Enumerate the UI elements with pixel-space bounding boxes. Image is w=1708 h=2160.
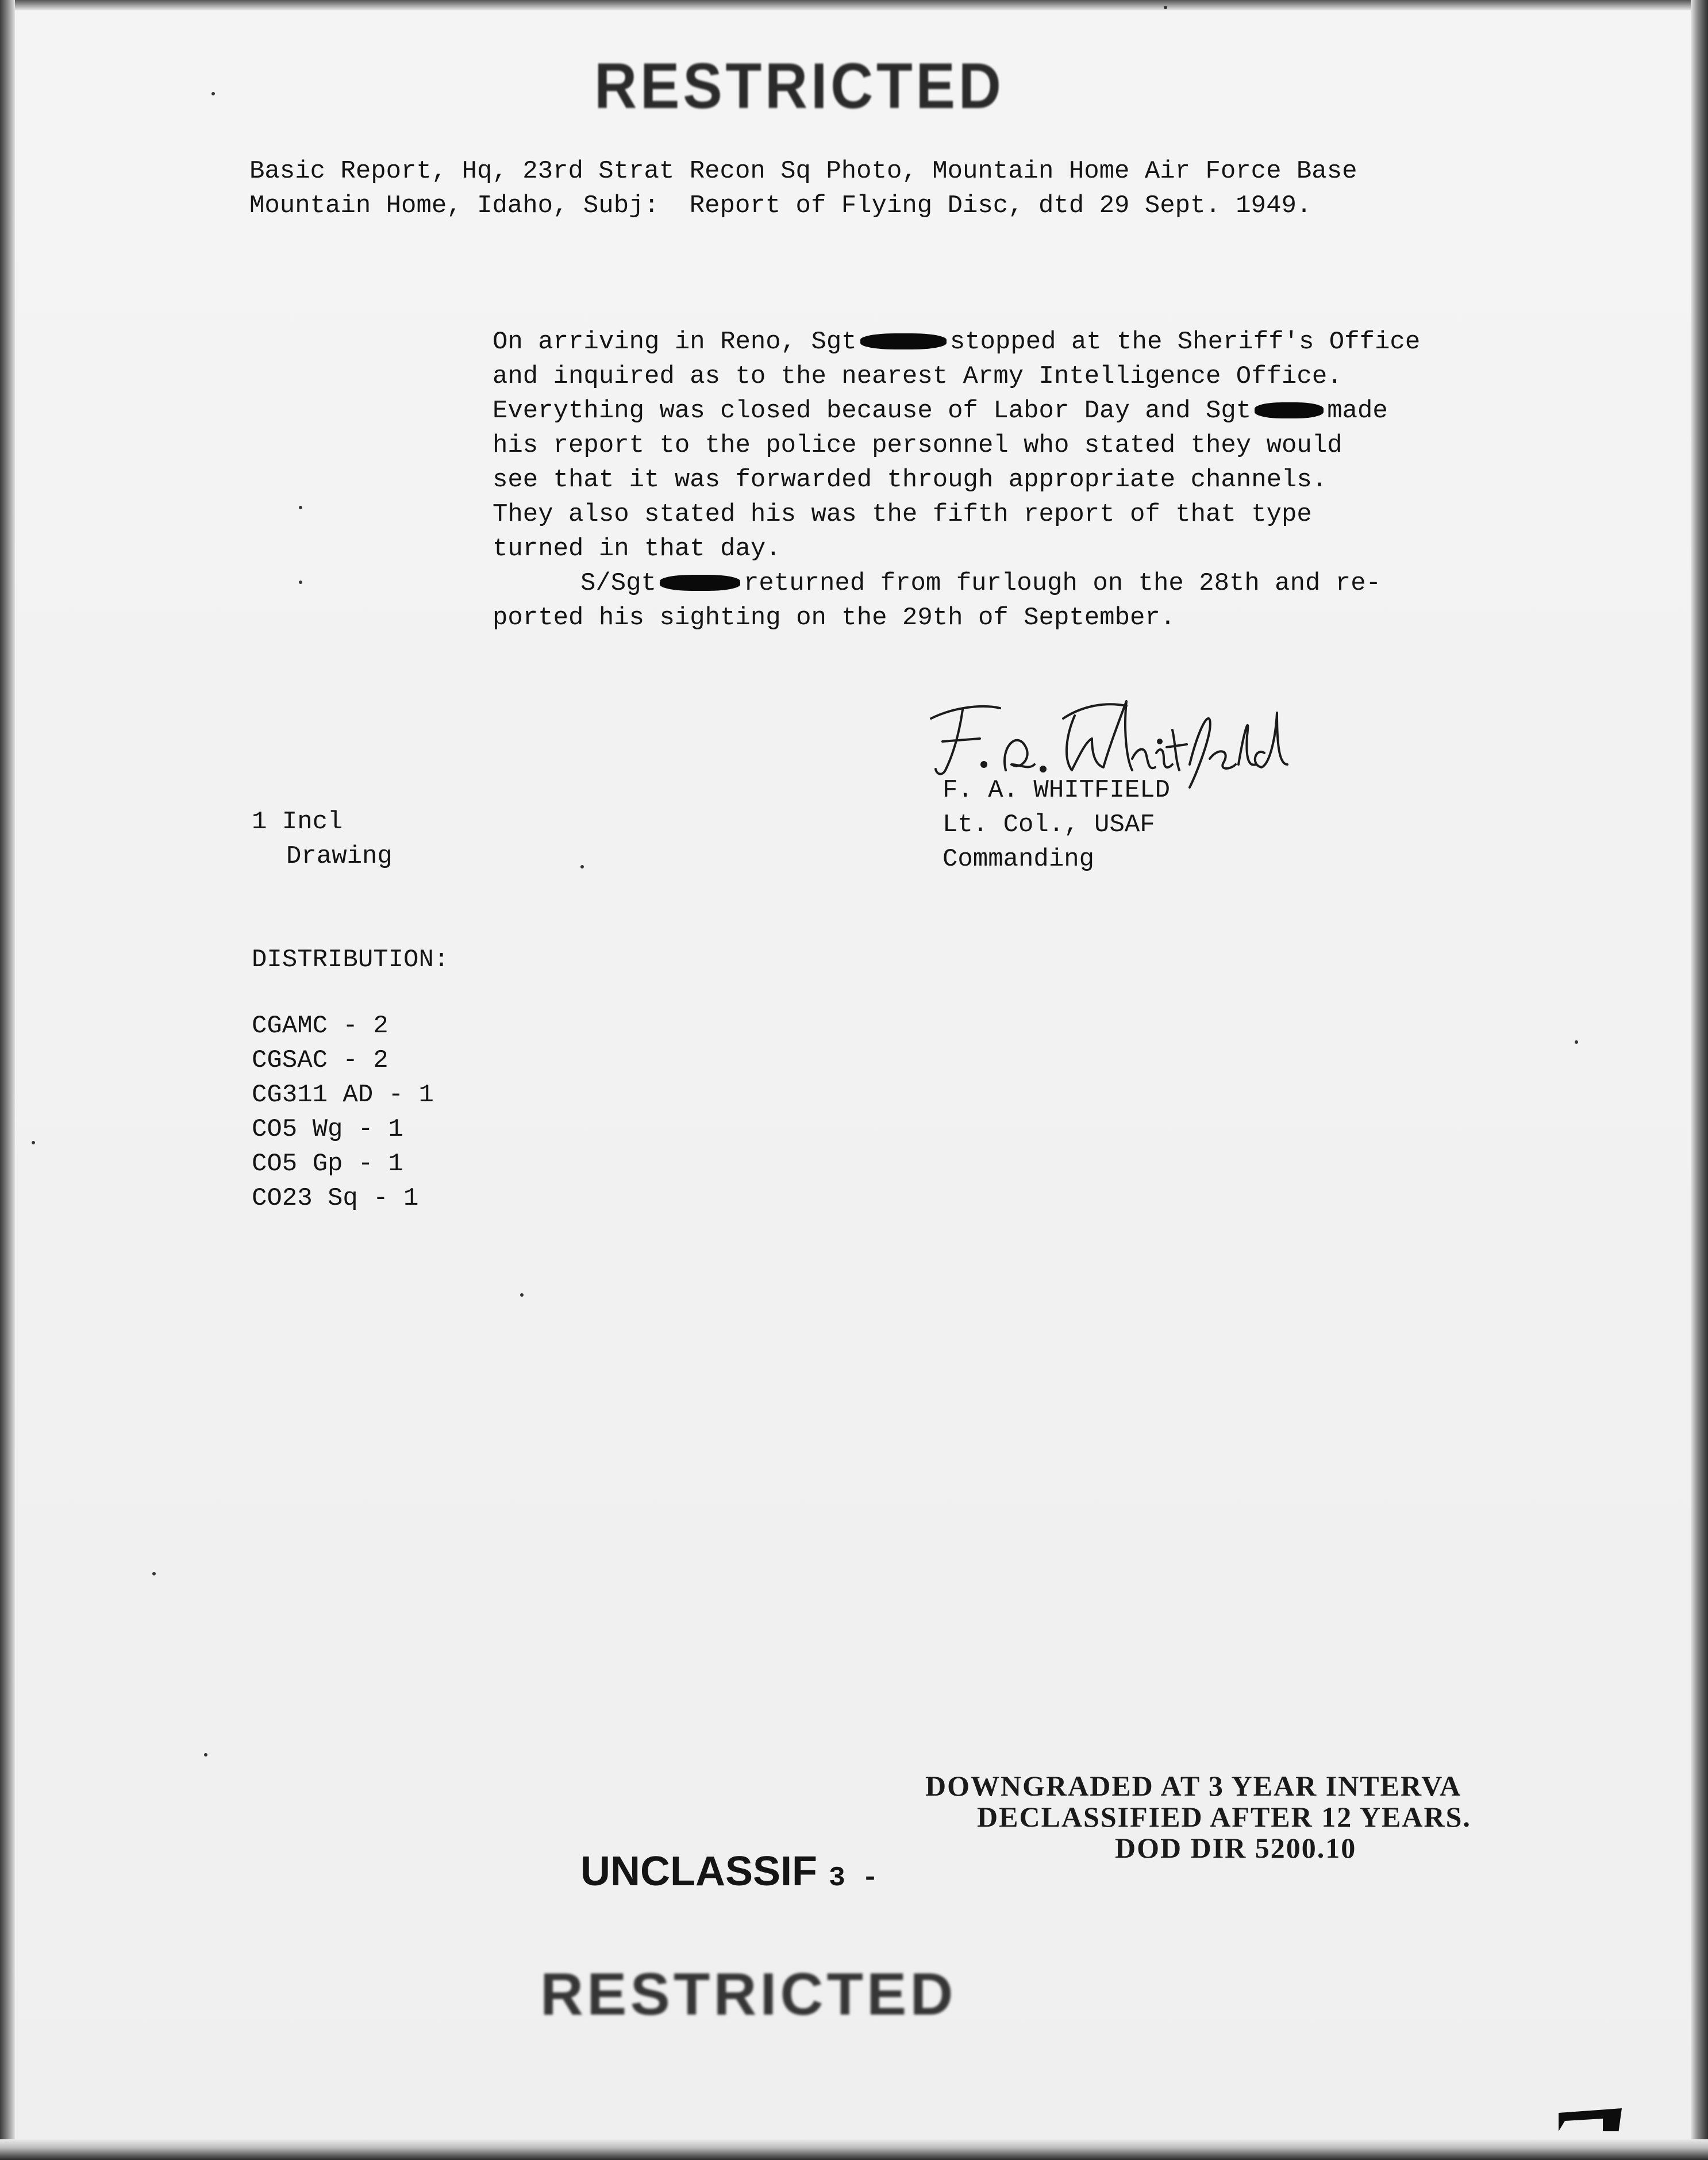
body-line-2: and inquired as to the nearest Army Intelligence Office.: [493, 362, 1342, 391]
downgrade-stamp: [925, 1770, 1517, 1863]
downgrade-line-1: DOWNGRADED AT 3 YEAR INTERVA: [925, 1770, 1462, 1802]
scan-border-top: [0, 0, 1708, 10]
inclosure-count: 1 Incl: [252, 808, 343, 836]
header-line-2: Mountain Home, Idaho, Subj: Report of Flying Disc, dtd 29 Sept. 1949.: [249, 191, 1312, 220]
distribution-item: CO23 Sq - 1: [252, 1184, 419, 1213]
body-line-9: ported his sighting on the 29th of September.: [493, 604, 1176, 632]
body-line-1: [493, 325, 1420, 359]
restricted-stamp-bottom: RESTRICTED: [540, 1961, 957, 2028]
redaction-mark: [660, 575, 740, 591]
downgrade-line-2: DECLASSIFIED AFTER 12 YEARS.: [977, 1801, 1471, 1833]
scan-speck: [1164, 6, 1167, 9]
scan-speck: [32, 1141, 35, 1144]
body-line-7: turned in that day.: [493, 535, 781, 563]
redaction-mark: [860, 333, 947, 349]
body-line-6: They also stated his was the fifth report of that type: [493, 500, 1312, 529]
body-line-3-start: Everything was closed because of Labor Day and Sgt: [493, 397, 1252, 425]
scan-corner-mark: [1559, 2108, 1622, 2131]
downgrade-line-3: DOD DIR 5200.10: [1115, 1832, 1357, 1864]
signatory-rank: Lt. Col., USAF: [943, 810, 1155, 839]
body-line-5: see that it was forwarded through appropriate channels.: [493, 466, 1328, 494]
body-line-8-start: S/Sgt: [580, 569, 657, 598]
body-line-4: his report to the police personnel who stated they would: [493, 431, 1342, 460]
scan-border-left: [0, 0, 15, 2160]
distribution-item: CG311 AD - 1: [252, 1081, 434, 1109]
distribution-label: DISTRIBUTION:: [252, 946, 449, 974]
unclassified-label: UNCLASSIF: [580, 1848, 817, 1894]
distribution-item: CGSAC - 2: [252, 1046, 388, 1075]
signatory-title: Commanding: [943, 845, 1095, 874]
body-line-8-end: returned from furlough on the 28th and re-: [744, 569, 1382, 598]
restricted-stamp-top: RESTRICTED: [594, 50, 1005, 122]
signatory-name: F. A. WHITFIELD: [943, 776, 1171, 805]
scan-speck: [211, 92, 215, 95]
scan-speck: [299, 506, 302, 509]
unclassified-stamp: [580, 1848, 878, 1895]
body-line-3-end: made: [1327, 397, 1388, 425]
redaction-mark: [1255, 402, 1324, 418]
scan-speck: [580, 865, 584, 868]
body-line-3: [493, 394, 1388, 428]
body-line-1-end: stopped at the Sheriff's Office: [949, 328, 1421, 356]
scan-speck: [152, 1572, 156, 1575]
body-line-1-start: On arriving in Reno, Sgt: [493, 328, 857, 356]
distribution-item: CGAMC - 2: [252, 1012, 388, 1040]
inclosure-item: Drawing: [286, 842, 393, 871]
scan-border-bottom: [0, 2139, 1708, 2160]
distribution-item: CO5 Wg - 1: [252, 1115, 404, 1144]
header-line-1: Basic Report, Hq, 23rd Strat Recon Sq Photo, Mountain Home Air Force Base: [249, 157, 1357, 186]
page-number: 3 -: [829, 1863, 879, 1894]
scan-speck: [204, 1753, 207, 1757]
scan-speck: [299, 581, 302, 584]
distribution-item: CO5 Gp - 1: [252, 1150, 404, 1178]
scan-speck: [520, 1293, 524, 1297]
scan-border-right: [1691, 0, 1708, 2160]
scan-speck: [1575, 1040, 1578, 1044]
body-line-8: [580, 566, 1381, 601]
